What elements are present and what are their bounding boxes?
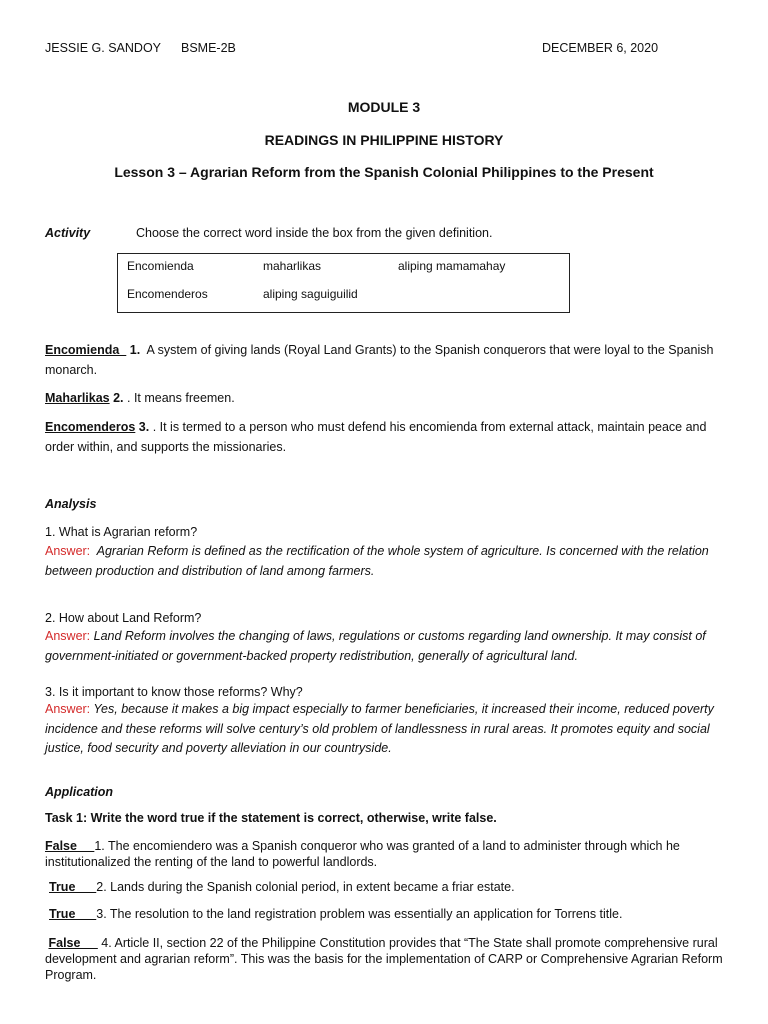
activity-definition: . It means freemen. (123, 391, 235, 405)
lesson-title: Lesson 3 – Agrarian Reform from the Spanish Colonial Philippines to the Present (114, 164, 654, 180)
analysis-question: 2. How about Land Reform? (45, 611, 202, 625)
activity-number: 3. (135, 420, 150, 434)
task-item (45, 838, 735, 870)
answer-text: Land Reform involves the changing of laws, regulations or customs regarding land ownership. It may consist of government-initiated or government-backed property redistribution, generally of agricultural land. (45, 629, 710, 663)
activity-answer: Maharlikas (45, 391, 110, 405)
analysis-label: Analysis (45, 497, 97, 511)
activity-label: Activity (45, 226, 91, 240)
activity-number: 1. (126, 343, 141, 357)
activity-item (45, 418, 735, 457)
student-name: JESSIE G. SANDOY (45, 41, 162, 55)
word-option: aliping mamamahay (398, 259, 506, 273)
course-title: READINGS IN PHILIPPINE HISTORY (264, 132, 504, 148)
module-title: MODULE 3 (347, 99, 421, 115)
word-option: Encomienda (127, 259, 194, 273)
task-statement: 3. The resolution to the land registration problem was essentially an application for Torrens title. (96, 907, 623, 921)
activity-definition: A system of giving lands (Royal Land Grants) to the Spanish conquerors that were loyal to the Spanish monarch. (45, 343, 717, 377)
activity-number: 2. (109, 391, 124, 405)
answer-label: Answer: (45, 544, 91, 558)
analysis-question: 1. What is Agrarian reform? (45, 525, 198, 539)
task-instruction: Task 1: Write the word true if the statement is correct, otherwise, write false. (45, 811, 497, 825)
answer-label: Answer: (45, 702, 91, 716)
word-option: maharlikas (263, 259, 322, 273)
answer-text: Yes, because it makes a big impact especially to farmer beneficiaries, it increased their income, reduced poverty incidence and these reforms will solve century’s old problem of landlessness in rural areas. It promotes equity and social justice, food security and poverty alleviation in our countryside. (45, 702, 718, 755)
task-answer: True (49, 880, 97, 894)
task-statement: 1. The encomiendero was a Spanish conqueror who was granted of a land to administer through which he institutionalized the renting of the land to powerful landlords. (45, 839, 680, 869)
activity-item (45, 341, 735, 380)
activity-answer: Encomienda (45, 343, 127, 357)
word-option: aliping saguiguilid (263, 287, 358, 301)
word-box (117, 253, 570, 313)
answer-text: Agrarian Reform is defined as the rectification of the whole system of agriculture. Is concerned with the relation between production and distribution of land among farmers. (45, 544, 713, 578)
activity-definition: . It is termed to a person who must defend his encomienda from external attack, maintain peace and order within, and supports the missionaries. (45, 420, 710, 454)
activity-item (45, 389, 735, 409)
task-answer: False (45, 839, 95, 853)
task-statement: 4. Article II, section 22 of the Philippine Constitution provides that “The State shall promote comprehensive rural development and agrarian reform”. This was the basis for the implementation of CARP or Comprehensive Agrarian Reform Program. (45, 936, 727, 982)
task-answer: True (49, 907, 97, 921)
word-option: Encomenderos (127, 287, 208, 301)
document-date: DECEMBER 6, 2020 (542, 41, 659, 55)
application-label: Application (45, 785, 114, 799)
task-item (45, 935, 735, 983)
task-item (49, 905, 739, 925)
analysis-answer (45, 542, 735, 581)
analysis-answer (45, 700, 735, 759)
student-section: BSME-2B (181, 41, 236, 55)
task-answer: False (48, 936, 98, 950)
task-item (49, 878, 739, 898)
activity-instruction: Choose the correct word inside the box from the given definition. (136, 226, 493, 240)
analysis-question: 3. Is it important to know those reforms? Why? (45, 685, 303, 699)
activity-answer: Encomenderos (45, 420, 136, 434)
analysis-answer (45, 627, 735, 666)
task-statement: 2. Lands during the Spanish colonial period, in extent became a friar estate. (96, 880, 515, 894)
answer-label: Answer: (45, 629, 91, 643)
